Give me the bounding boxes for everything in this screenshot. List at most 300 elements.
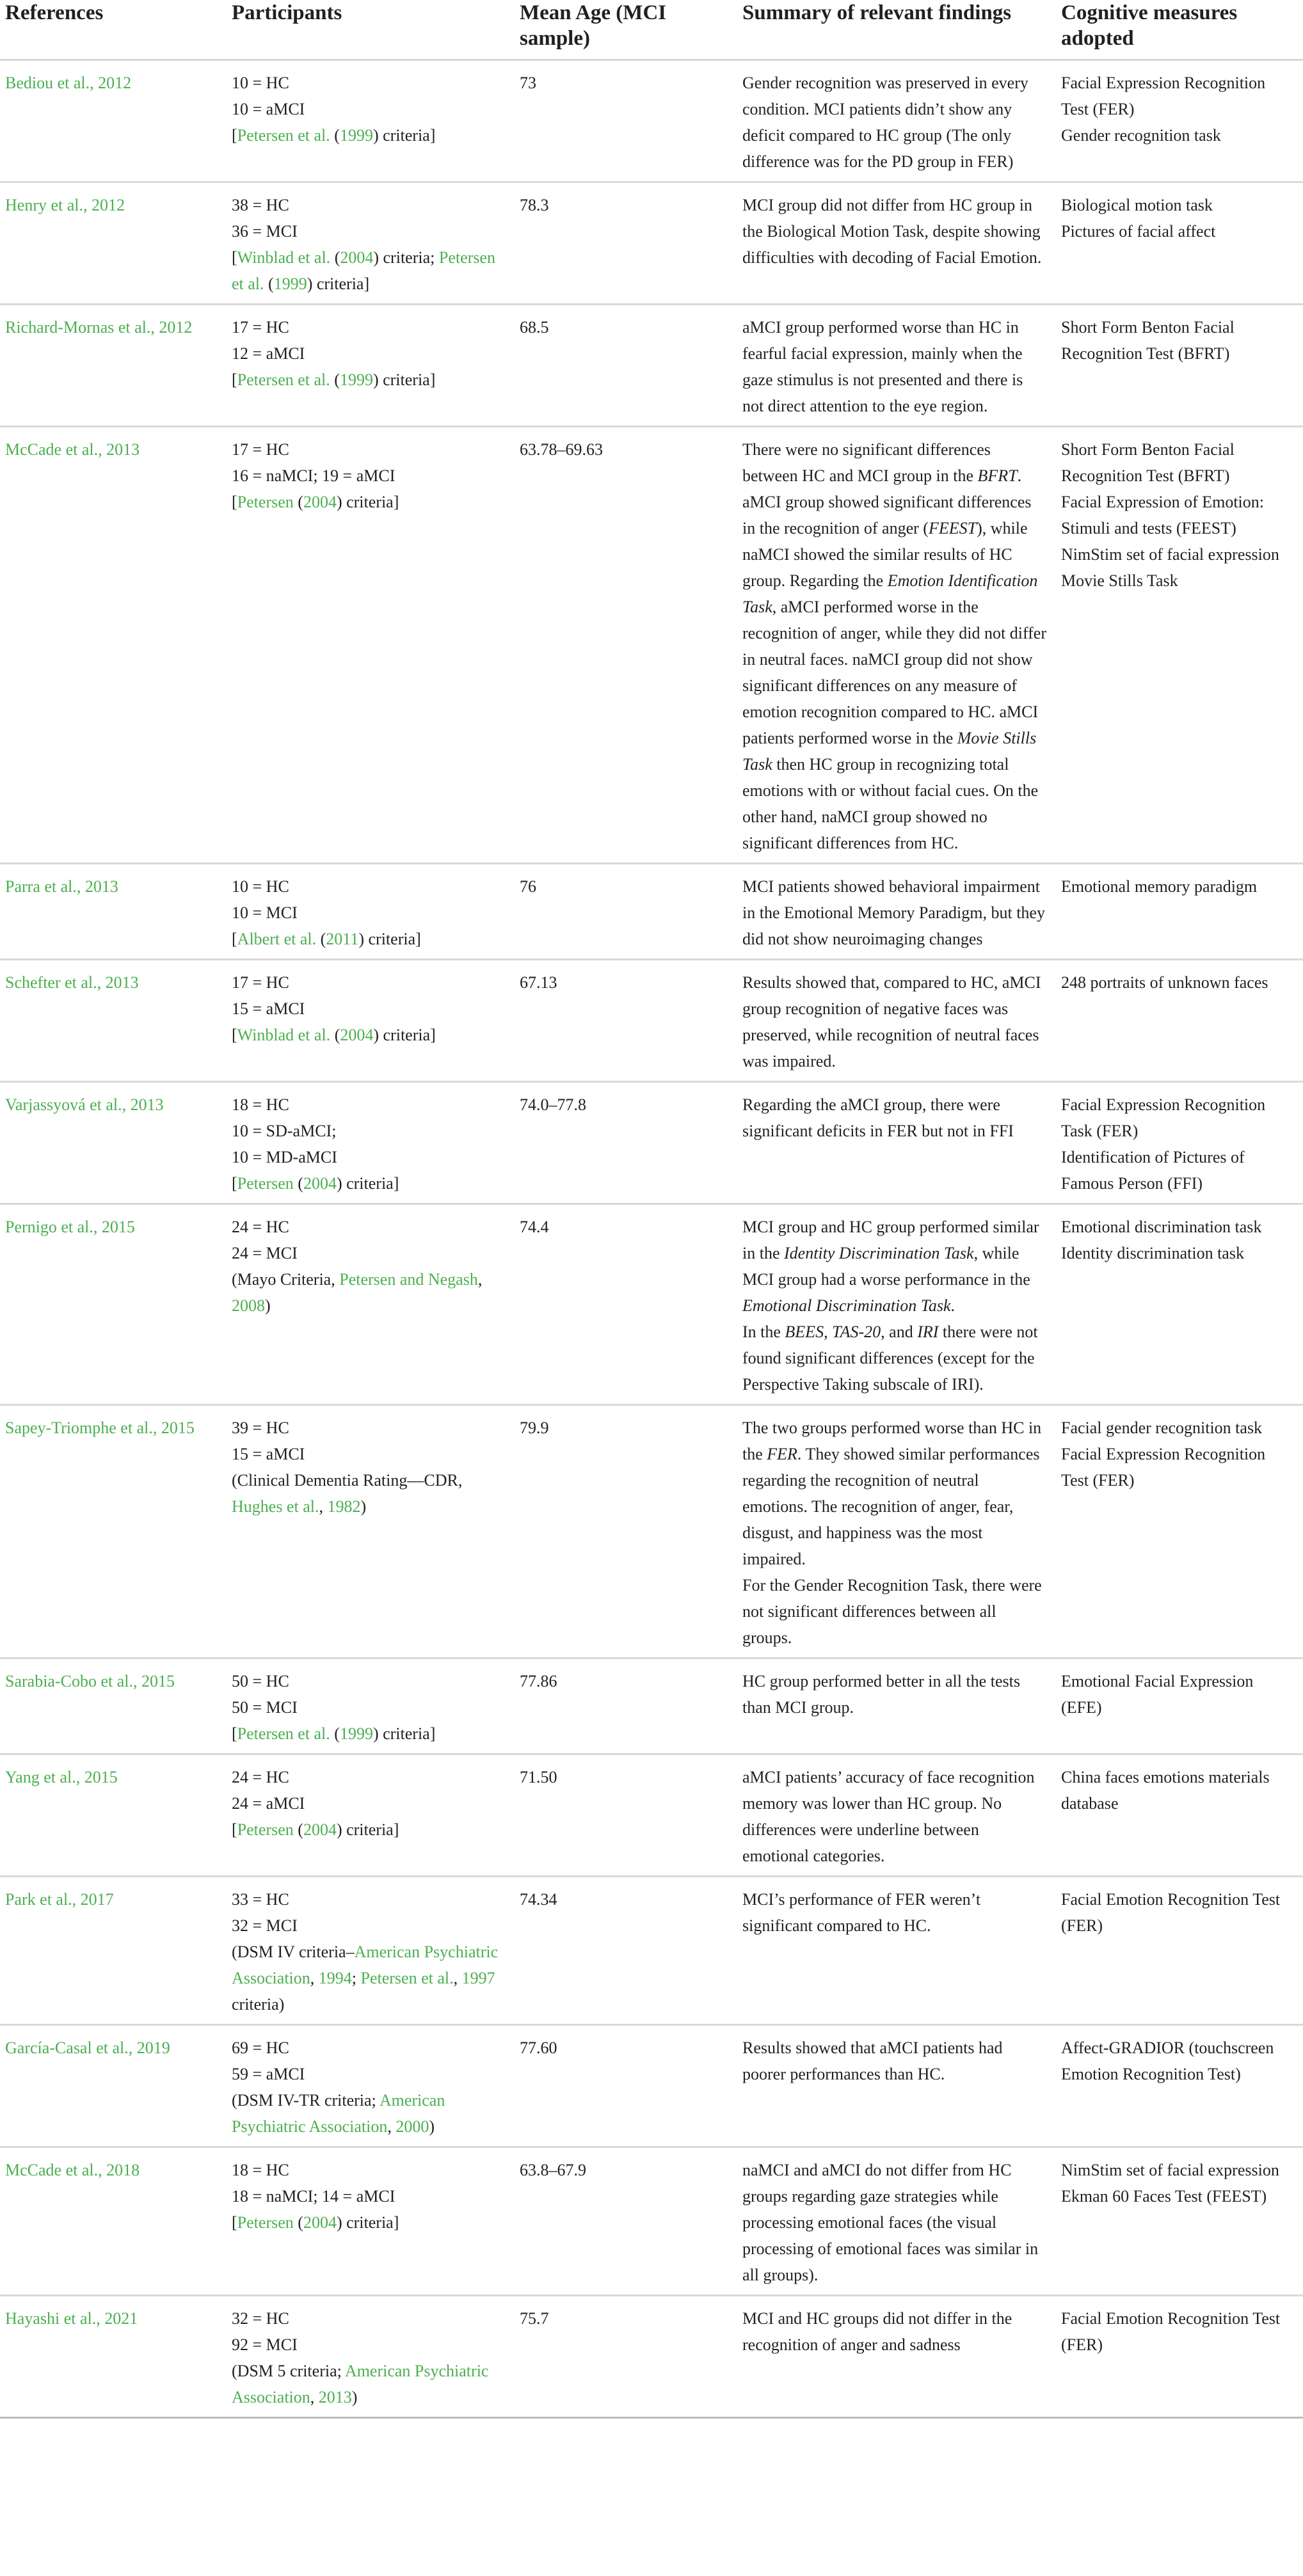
measure-item: Facial gender recognition task <box>1061 1419 1263 1437</box>
cell-mean-age: 67.13 <box>515 960 737 1082</box>
citation-link[interactable]: American Psychiatric Association <box>232 1943 499 1987</box>
text-run: . They showed similar performances regarding the recognition of neutral emotions. The recognition of anger, fear, disgust, and happiness was the most impaired. <box>742 1445 1040 1568</box>
citation-link[interactable]: 2000 <box>396 2117 429 2136</box>
cell-participants <box>227 1754 515 1877</box>
text-run: ( <box>330 370 340 389</box>
cell-reference <box>0 2147 227 2296</box>
text-run: ) criteria] <box>336 1820 399 1839</box>
measure-item: Emotional memory paradigm <box>1061 877 1258 896</box>
participants-line <box>232 489 506 515</box>
participants-line <box>232 2061 506 2087</box>
measure-item: Biological motion task <box>1061 196 1213 214</box>
text-run: 17 = HC <box>232 318 289 337</box>
cell-participants <box>227 60 515 182</box>
italic-term: TAS-20 <box>832 1323 881 1341</box>
participants-line <box>232 463 506 489</box>
participants-line <box>232 926 506 952</box>
participants-line <box>232 2087 506 2140</box>
reference-link[interactable]: Hayashi et al., 2021 <box>5 2309 138 2328</box>
cell-mean-age: 74.0–77.8 <box>515 1082 737 1204</box>
table-row <box>0 2296 1303 2418</box>
reference-link[interactable]: Schefter et al., 2013 <box>5 973 139 992</box>
measure-item: Facial Expression Recognition Test (FER) <box>1061 1445 1266 1490</box>
citation-link[interactable]: 2004 <box>303 1820 337 1839</box>
text-run: then HC group in recognizing total emotions with or without facial cues. On the other hand, naMCI group showed no significant differences from HC. <box>742 755 1039 852</box>
citation-link[interactable]: Petersen et al. <box>237 126 330 145</box>
citation-link[interactable]: Winblad et al. <box>237 1026 331 1044</box>
text-run: ) criteria] <box>336 2213 399 2232</box>
text-run: 12 = aMCI <box>232 344 305 363</box>
cell-participants <box>227 305 515 427</box>
cell-reference <box>0 1754 227 1877</box>
text-run: , <box>387 2117 396 2136</box>
text-run: 18 = naMCI; 14 = aMCI <box>232 2187 396 2206</box>
table-row <box>0 1405 1303 1658</box>
text-run: 32 = MCI <box>232 1916 298 1935</box>
text-run: ) criteria] <box>373 1026 436 1044</box>
text-run: aMCI patients’ accuracy of face recognition memory was lower than HC group. No differences were underline between emotional categories. <box>742 1768 1035 1865</box>
text-run: 10 = SD-aMCI; <box>232 1122 337 1140</box>
participants-line <box>232 192 506 218</box>
cell-summary <box>737 1204 1056 1405</box>
participants-line <box>232 873 506 900</box>
participants-line <box>232 969 506 996</box>
reference-link[interactable]: Sapey-Triomphe et al., 2015 <box>5 1419 195 1437</box>
measure-item: NimStim set of facial expression <box>1061 2161 1279 2179</box>
table-row <box>0 2147 1303 2296</box>
cell-measures <box>1056 1204 1303 1405</box>
citation-link[interactable]: 1994 <box>318 1969 352 1987</box>
cell-measures <box>1056 1754 1303 1877</box>
participants-line <box>232 96 506 122</box>
table-row <box>0 960 1303 1082</box>
text-run: ( <box>330 248 340 267</box>
text-run: , <box>310 1969 319 1987</box>
cell-participants <box>227 2147 515 2296</box>
participants-line <box>232 1092 506 1118</box>
text-run: HC group performed better in all the tests than MCI group. <box>742 1672 1020 1717</box>
text-run: there were not found significant differences (except for the Perspective Taking subscale of IRI). <box>742 1323 1038 1394</box>
cell-mean-age: 63.8–67.9 <box>515 2147 737 2296</box>
text-run: 10 = HC <box>232 877 289 896</box>
cell-participants <box>227 1204 515 1405</box>
cell-mean-age: 74.4 <box>515 1204 737 1405</box>
reference-link[interactable]: García-Casal et al., 2019 <box>5 2039 170 2057</box>
text-run: ) criteria] <box>358 930 421 948</box>
text-run: naMCI and aMCI do not differ from HC groups regarding gaze strategies while processing emotional faces (the visual processing of emotional faces was similar in all groups). <box>742 2161 1039 2284</box>
text-run: 39 = HC <box>232 1419 289 1437</box>
citation-link[interactable]: 1999 <box>339 370 373 389</box>
text-run: (DSM IV-TR criteria; <box>232 2091 380 2110</box>
text-run: 59 = aMCI <box>232 2065 305 2083</box>
participants-line <box>232 1118 506 1144</box>
citation-link[interactable]: 2004 <box>303 2213 337 2232</box>
italic-term: Emotion Identification Task <box>742 571 1038 616</box>
cell-participants <box>227 1658 515 1754</box>
cell-mean-age: 77.86 <box>515 1658 737 1754</box>
text-run: [ <box>232 1174 237 1193</box>
header-summary: Summary of relevant findings <box>737 0 1056 60</box>
reference-link[interactable]: Sarabia-Cobo et al., 2015 <box>5 1672 175 1690</box>
cell-measures <box>1056 1877 1303 2025</box>
cell-participants <box>227 1082 515 1204</box>
measure-item: Facial Expression of Emotion: Stimuli and tests (FEEST) <box>1061 493 1265 537</box>
text-run: ( <box>293 1820 303 1839</box>
cell-measures <box>1056 60 1303 182</box>
participants-line <box>232 1441 506 1467</box>
cell-reference <box>0 1082 227 1204</box>
text-run: [ <box>232 1820 237 1839</box>
table-row <box>0 427 1303 864</box>
header-mean-age: Mean Age (MCI sample) <box>515 0 737 60</box>
text-run: MCI’s performance of FER weren’t significant compared to HC. <box>742 1890 981 1935</box>
measure-item: Ekman 60 Faces Test (FEEST) <box>1061 2187 1267 2206</box>
participants-line <box>232 2183 506 2209</box>
cell-mean-age: 76 <box>515 864 737 960</box>
header-participants: Participants <box>227 0 515 60</box>
cell-participants <box>227 1877 515 2025</box>
text-run: criteria) <box>232 1995 285 2014</box>
text-run: (Clinical Dementia Rating—CDR, <box>232 1471 463 1490</box>
participants-line <box>232 70 506 96</box>
cell-measures <box>1056 182 1303 305</box>
cell-participants <box>227 427 515 864</box>
reference-link[interactable]: Pernigo et al., 2015 <box>5 1218 135 1236</box>
text-run: ( <box>330 126 340 145</box>
cell-summary <box>737 1877 1056 2025</box>
text-run: 17 = HC <box>232 440 289 459</box>
participants-line <box>232 340 506 367</box>
citation-link[interactable]: Petersen <box>237 1174 294 1193</box>
participants-line <box>232 900 506 926</box>
italic-term: Movie Stills Task <box>742 729 1037 774</box>
cell-summary <box>737 2296 1056 2418</box>
text-run: ( <box>264 274 274 293</box>
text-run: [ <box>232 370 237 389</box>
cell-summary <box>737 182 1056 305</box>
participants-line <box>232 996 506 1022</box>
text-run: ; <box>351 1969 361 1987</box>
cell-measures <box>1056 2147 1303 2296</box>
cell-mean-age: 73 <box>515 60 737 182</box>
italic-term: BFRT <box>977 466 1018 485</box>
cell-summary <box>737 2147 1056 2296</box>
measure-item: Affect-GRADIOR (touchscreen Emotion Recognition Test) <box>1061 2039 1274 2083</box>
measure-item: Short Form Benton Facial Recognition Test (BFRT) <box>1061 318 1235 363</box>
table-row <box>0 1082 1303 1204</box>
cell-summary <box>737 1405 1056 1658</box>
citation-link[interactable]: Petersen <box>237 1820 294 1839</box>
text-run: ) <box>429 2117 435 2136</box>
text-run: , <box>319 1497 328 1516</box>
text-run: ) criteria] <box>336 1174 399 1193</box>
measure-item: Facial Emotion Recognition Test (FER) <box>1061 1890 1281 1935</box>
text-run: [ <box>232 248 237 267</box>
cell-measures <box>1056 1082 1303 1204</box>
citation-link[interactable]: 2004 <box>303 493 337 511</box>
text-run: [ <box>232 930 237 948</box>
cell-reference <box>0 864 227 960</box>
text-run: 24 = HC <box>232 1768 289 1786</box>
cell-reference <box>0 1877 227 2025</box>
text-run: ( <box>330 1724 340 1743</box>
citation-link[interactable]: Petersen <box>237 493 294 511</box>
cell-measures <box>1056 864 1303 960</box>
cell-summary <box>737 427 1056 864</box>
cell-mean-age: 75.7 <box>515 2296 737 2418</box>
participants-line <box>232 1764 506 1790</box>
cell-reference <box>0 1204 227 1405</box>
text-run: 10 = HC <box>232 74 289 92</box>
citation-link[interactable]: Petersen et al. <box>232 248 495 293</box>
reference-link[interactable]: Varjassyová et al., 2013 <box>5 1095 164 1114</box>
citation-link[interactable]: 1999 <box>339 126 373 145</box>
cell-measures <box>1056 1405 1303 1658</box>
text-run: . <box>950 1296 955 1315</box>
text-run: 10 = MD-aMCI <box>232 1148 337 1166</box>
cell-reference <box>0 2025 227 2147</box>
reference-link[interactable]: Yang et al., 2015 <box>5 1768 118 1786</box>
cell-reference <box>0 427 227 864</box>
italic-term: BEES <box>785 1323 824 1341</box>
header-references: References <box>0 0 227 60</box>
text-run: (Mayo Criteria, <box>232 1270 340 1289</box>
citation-link[interactable]: Petersen et al. <box>360 1969 454 1987</box>
italic-term: Identity Discrimination Task <box>784 1244 974 1262</box>
citation-link[interactable]: American Psychiatric Association <box>232 2362 489 2406</box>
header-measures: Cognitive measures adopted <box>1056 0 1303 60</box>
measure-item: China faces emotions materials database <box>1061 1768 1270 1813</box>
cell-reference <box>0 182 227 305</box>
header-row <box>0 0 1303 60</box>
italic-term: IRI <box>917 1323 939 1341</box>
citation-link[interactable]: 1982 <box>327 1497 361 1516</box>
participants-line <box>232 367 506 393</box>
participants-line <box>232 314 506 340</box>
text-run: ( <box>293 1174 303 1193</box>
text-run: ) criteria] <box>307 274 370 293</box>
cell-reference <box>0 1658 227 1754</box>
cell-measures <box>1056 2296 1303 2418</box>
text-run: 10 = aMCI <box>232 100 305 118</box>
participants-line <box>232 1240 506 1266</box>
text-run: , aMCI performed worse in the recognition of anger, while they did not differ in neutral faces. naMCI group did not show significant differences on any measure of emotion recognition compared to HC. aMCI patients performed worse in the <box>742 598 1047 747</box>
participants-line <box>232 436 506 463</box>
text-run: ) criteria] <box>336 493 399 511</box>
participants-line <box>232 2035 506 2061</box>
citation-link[interactable]: Petersen <box>237 2213 294 2232</box>
citation-link[interactable]: American Psychiatric Association <box>232 2091 445 2136</box>
text-run: The two groups performed worse than HC in the <box>742 1419 1042 1463</box>
cell-mean-age: 74.34 <box>515 1877 737 2025</box>
participants-line <box>232 1721 506 1747</box>
cell-measures <box>1056 2025 1303 2147</box>
text-run: 15 = aMCI <box>232 999 305 1018</box>
table-row <box>0 1754 1303 1877</box>
participants-line <box>232 1170 506 1197</box>
citation-link[interactable]: 2013 <box>318 2388 352 2406</box>
table-row <box>0 60 1303 182</box>
text-run: 50 = MCI <box>232 1698 298 1717</box>
text-run: , <box>453 1969 462 1987</box>
participants-line <box>232 1415 506 1441</box>
participants-line <box>232 1266 506 1319</box>
reference-link[interactable]: McCade et al., 2018 <box>5 2161 140 2179</box>
citation-link[interactable]: 2004 <box>340 248 374 267</box>
cell-summary <box>737 60 1056 182</box>
cell-mean-age: 78.3 <box>515 182 737 305</box>
participants-line <box>232 2305 506 2332</box>
italic-term: Emotional Discrimination Task <box>742 1296 951 1315</box>
cell-summary <box>737 864 1056 960</box>
reference-link[interactable]: Henry et al., 2012 <box>5 196 125 214</box>
text-run: Regarding the aMCI group, there were significant deficits in FER but not in FFI <box>742 1095 1014 1140</box>
reference-link[interactable]: Park et al., 2017 <box>5 1890 114 1909</box>
cell-measures <box>1056 427 1303 864</box>
text-run: Results showed that aMCI patients had poorer performances than HC. <box>742 2039 1003 2083</box>
text-run: ) criteria] <box>372 126 436 145</box>
text-run: , <box>477 1270 483 1289</box>
cell-participants <box>227 182 515 305</box>
text-run: 24 = HC <box>232 1218 289 1236</box>
reference-link[interactable]: Parra et al., 2013 <box>5 877 118 896</box>
cell-reference <box>0 960 227 1082</box>
text-run: 24 = aMCI <box>232 1794 305 1813</box>
citation-link[interactable]: Winblad et al. <box>237 248 331 267</box>
participants-line <box>232 2358 506 2410</box>
text-run: In the <box>742 1323 785 1341</box>
text-run: ) <box>351 2388 358 2406</box>
citation-link[interactable]: 1999 <box>273 274 307 293</box>
cell-summary <box>737 1082 1056 1204</box>
text-run: aMCI group performed worse than HC in fearful facial expression, mainly when the gaze stimulus is not presented and there is not direct attention to the eye region. <box>742 318 1023 415</box>
participants-line <box>232 1214 506 1240</box>
measure-item: 248 portraits of unknown faces <box>1061 973 1268 992</box>
text-run: MCI group did not differ from HC group in the Biological Motion Task, despite showing difficulties with decoding of Facial Emotion. <box>742 196 1042 267</box>
participants-line <box>232 1817 506 1843</box>
text-run: For the Gender Recognition Task, there were not significant differences between all groups. <box>742 1576 1042 1647</box>
cell-measures <box>1056 305 1303 427</box>
participants-line <box>232 1694 506 1721</box>
table-row <box>0 182 1303 305</box>
text-run: ) <box>265 1296 271 1315</box>
reference-link[interactable]: Bediou et al., 2012 <box>5 74 132 92</box>
text-run: 18 = HC <box>232 1095 289 1114</box>
table-header <box>0 0 1303 60</box>
measure-item: Emotional discrimination task <box>1061 1218 1262 1236</box>
text-run: [ <box>232 1026 237 1044</box>
text-run: 17 = HC <box>232 973 289 992</box>
cell-measures <box>1056 1658 1303 1754</box>
citation-link[interactable]: Petersen et al. <box>237 370 330 389</box>
table-body <box>0 60 1303 2418</box>
participants-line <box>232 2209 506 2236</box>
text-run: MCI patients showed behavioral impairment in the Emotional Memory Paradigm, but they did not show neuroimaging changes <box>742 877 1045 948</box>
participants-line <box>232 244 506 297</box>
text-run: [ <box>232 493 237 511</box>
text-run: 69 = HC <box>232 2039 289 2057</box>
cell-reference <box>0 2296 227 2418</box>
reference-link[interactable]: McCade et al., 2013 <box>5 440 140 459</box>
cell-mean-age: 68.5 <box>515 305 737 427</box>
text-run: 24 = MCI <box>232 1244 298 1262</box>
table-row <box>0 1658 1303 1754</box>
text-run: ( <box>293 2213 303 2232</box>
cell-reference <box>0 60 227 182</box>
text-run: ), while naMCI showed the similar results of HC group. Regarding the <box>742 519 1028 590</box>
text-run: ) criteria] <box>372 1724 436 1743</box>
text-run: 92 = MCI <box>232 2335 298 2354</box>
measure-item: Short Form Benton Facial Recognition Test (BFRT) <box>1061 440 1235 485</box>
measure-item: Emotional Facial Expression (EFE) <box>1061 1672 1254 1717</box>
text-run: ) criteria; <box>373 248 439 267</box>
reference-link[interactable]: Richard-Mornas et al., 2012 <box>5 318 193 337</box>
text-run: 33 = HC <box>232 1890 289 1909</box>
cell-participants <box>227 1405 515 1658</box>
text-run: There were no significant differences between HC and MCI group in the <box>742 440 991 485</box>
citation-link[interactable]: Petersen et al. <box>237 1724 330 1743</box>
table-row <box>0 1877 1303 2025</box>
italic-term: FEEST <box>928 519 977 537</box>
cell-summary <box>737 305 1056 427</box>
participants-line <box>232 1886 506 1912</box>
citation-link[interactable]: Hughes et al. <box>232 1497 319 1516</box>
cell-mean-age: 79.9 <box>515 1405 737 1658</box>
cell-participants <box>227 2296 515 2418</box>
measure-item: Pictures of facial affect <box>1061 222 1216 241</box>
participants-line <box>232 1144 506 1170</box>
text-run: 36 = MCI <box>232 222 298 241</box>
citation-link[interactable]: 1999 <box>339 1724 373 1743</box>
text-run: ) criteria] <box>372 370 436 389</box>
measure-item: Facial Emotion Recognition Test (FER) <box>1061 2309 1281 2354</box>
text-run: ( <box>316 930 326 948</box>
text-run: 50 = HC <box>232 1672 289 1690</box>
italic-term: FER <box>767 1445 797 1463</box>
citation-link[interactable]: 2011 <box>326 930 359 948</box>
citation-link[interactable]: 2004 <box>340 1026 374 1044</box>
participants-line <box>232 218 506 244</box>
citation-link[interactable]: 1997 <box>461 1969 495 1987</box>
text-run: MCI and HC groups did not differ in the recognition of anger and sadness <box>742 2309 1012 2354</box>
measure-item: Facial Expression Recognition Task (FER) <box>1061 1095 1266 1140</box>
participants-line <box>232 1022 506 1048</box>
text-run: , <box>310 2388 319 2406</box>
cell-reference <box>0 1405 227 1658</box>
text-run: [ <box>232 2213 237 2232</box>
text-run: . aMCI group showed significant differences in the recognition of anger ( <box>742 466 1032 537</box>
citation-link[interactable]: Petersen and Negash <box>339 1270 478 1289</box>
citation-link[interactable]: 2008 <box>232 1296 265 1315</box>
participants-line <box>232 122 506 148</box>
text-run: Gender recognition was preserved in every condition. MCI patients didn’t show any deficit compared to HC group (The only difference was for the PD group in FER) <box>742 74 1028 171</box>
participants-line <box>232 1467 506 1520</box>
text-run: 18 = HC <box>232 2161 289 2179</box>
table-row <box>0 305 1303 427</box>
citation-link[interactable]: 2004 <box>303 1174 337 1193</box>
text-run: 10 = MCI <box>232 903 298 922</box>
text-run: , <box>824 1323 833 1341</box>
cell-participants <box>227 960 515 1082</box>
cell-participants <box>227 864 515 960</box>
cell-participants <box>227 2025 515 2147</box>
text-run: ( <box>330 1026 340 1044</box>
cell-reference <box>0 305 227 427</box>
participants-line <box>232 1912 506 1939</box>
text-run: 15 = aMCI <box>232 1445 305 1463</box>
participants-line <box>232 1668 506 1694</box>
citation-link[interactable]: Albert et al. <box>237 930 317 948</box>
